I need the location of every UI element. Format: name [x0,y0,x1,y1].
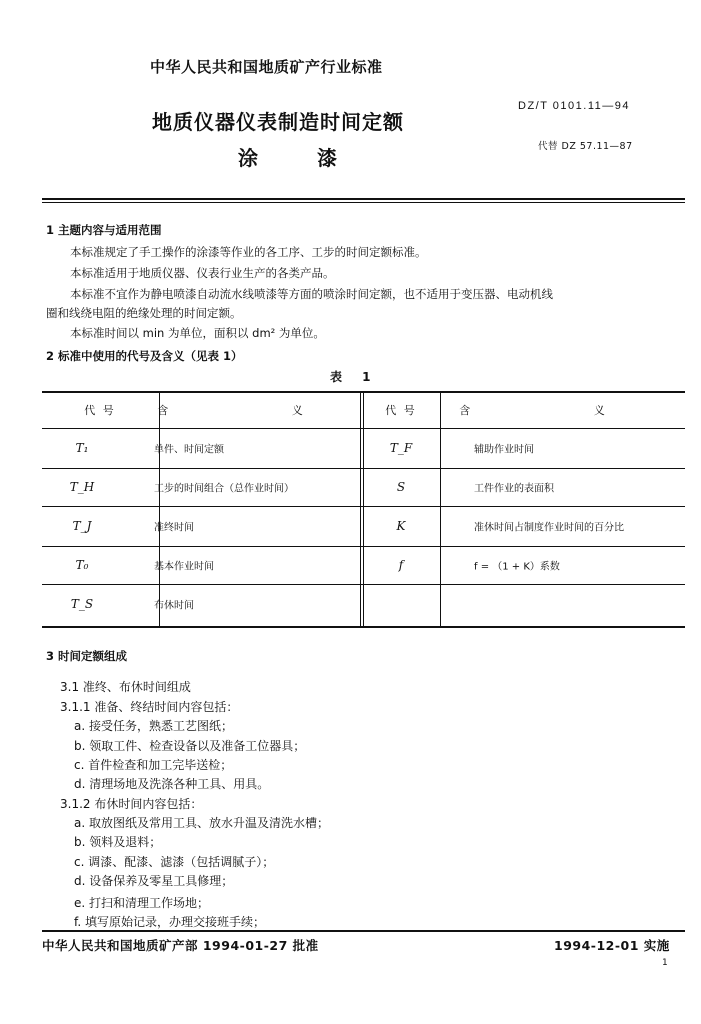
paragraph: 本标准规定了手工操作的涂漆等作业的各工序、工步的时间定额标准。 [70,245,427,259]
table-cell-meaning: 工步的时间组合（总作业时间） [154,483,294,495]
list-item: f. 填写原始记录，办理交接班手续； [74,915,265,929]
table-header-symbol: 代 号 [385,404,417,417]
table-row-divider [42,546,685,547]
clause: 3.1.2 布休时间内容包括： [60,797,203,811]
table-cell-meaning: 布休时间 [154,600,194,612]
table-cell-symbol: T₀ [75,558,89,572]
table-cell-symbol: f [398,558,404,572]
table-cell-meaning: 准休时间占制度作业时间的百分比 [474,522,624,534]
table-cell-meaning: 单件、时间定额 [154,444,224,456]
approval-note: 中华人民共和国地质矿产部 1994-01-27 批准 [42,938,319,953]
table-header-symbol: 代 号 [84,404,116,417]
document-title: 地质仪器仪表制造时间定额 [152,110,404,134]
table-row-divider [42,584,685,585]
table-cell-meaning: 辅助作业时间 [474,444,534,456]
footer-rule [42,930,685,932]
clause: 3.1 准终、布休时间组成 [60,680,191,694]
table-row-divider [42,468,685,469]
table-cell-meaning: 准终时间 [154,522,194,534]
title-rule [42,198,685,200]
table-cell-symbol: T_S [70,597,94,611]
clause: 3.1.1 准备、终结时间内容包括： [60,700,239,714]
list-item: c. 首件检查和加工完毕送检； [74,758,233,772]
table-cell-symbol: S [396,480,406,494]
section-3-heading: 3 时间定额组成 [46,649,128,663]
paragraph: 本标准适用于地质仪器、仪表行业生产的各类产品。 [70,266,335,280]
standard-code: DZ/T 0101.11—94 [518,100,630,112]
table-cell-meaning: f = （1 + K）系数 [474,561,560,573]
paragraph: 圈和线绕电阻的绝缘处理的时间定额。 [46,306,242,320]
list-item: d. 清理场地及洗涤各种工具、用具。 [74,777,270,791]
list-item: a. 接受任务，熟悉工艺图纸； [74,719,233,733]
list-item: e. 打扫和清理工作场地； [74,896,210,910]
table-cell-meaning: 工件作业的表面积 [474,483,554,495]
effective-date: 1994-12-01 实施 [554,938,670,953]
table-cell-meaning: 基本作业时间 [154,561,214,573]
list-item: b. 领取工件、检查设备以及准备工位器具； [74,739,306,753]
table-cell-symbol: T_F [389,441,413,455]
section-2-heading: 2 标准中使用的代号及含义（见表 1） [46,349,243,363]
table-header-meaning: 含 义 [459,404,665,417]
table-caption: 表 1 [330,370,379,384]
title-rule-thin [42,202,685,203]
document-header: 中华人民共和国地质矿产行业标准 [150,58,383,76]
replaces-code: 代替 DZ 57.11—87 [538,141,633,152]
paragraph: 本标准不宜作为静电喷漆自动流水线喷漆等方面的喷涂时间定额，也不适用于变压器、电动机线 [70,287,553,301]
list-item: a. 取放图纸及常用工具、放水升温及清洗水槽； [74,816,329,830]
table-header-meaning: 含 义 [157,404,363,417]
list-item: d. 设备保养及零星工具修理； [74,874,234,888]
table-row-divider [42,506,685,507]
list-item: c. 调漆、配漆、滤漆（包括调腻子）； [74,855,275,869]
list-item: b. 领料及退料； [74,835,162,849]
section-1-heading: 1 主题内容与适用范围 [46,223,162,237]
table-cell-symbol: T₁ [75,441,89,455]
document-subtitle: 涂 漆 [238,146,338,170]
table-cell-symbol: T_H [69,480,95,494]
symbol-table [42,391,685,628]
page-number: 1 [662,958,668,968]
table-cell-symbol: T_J [72,519,92,533]
paragraph: 本标准时间以 min 为单位，面积以 dm² 为单位。 [70,326,325,340]
table-row-divider [42,428,685,429]
table-cell-symbol: K [396,519,406,533]
